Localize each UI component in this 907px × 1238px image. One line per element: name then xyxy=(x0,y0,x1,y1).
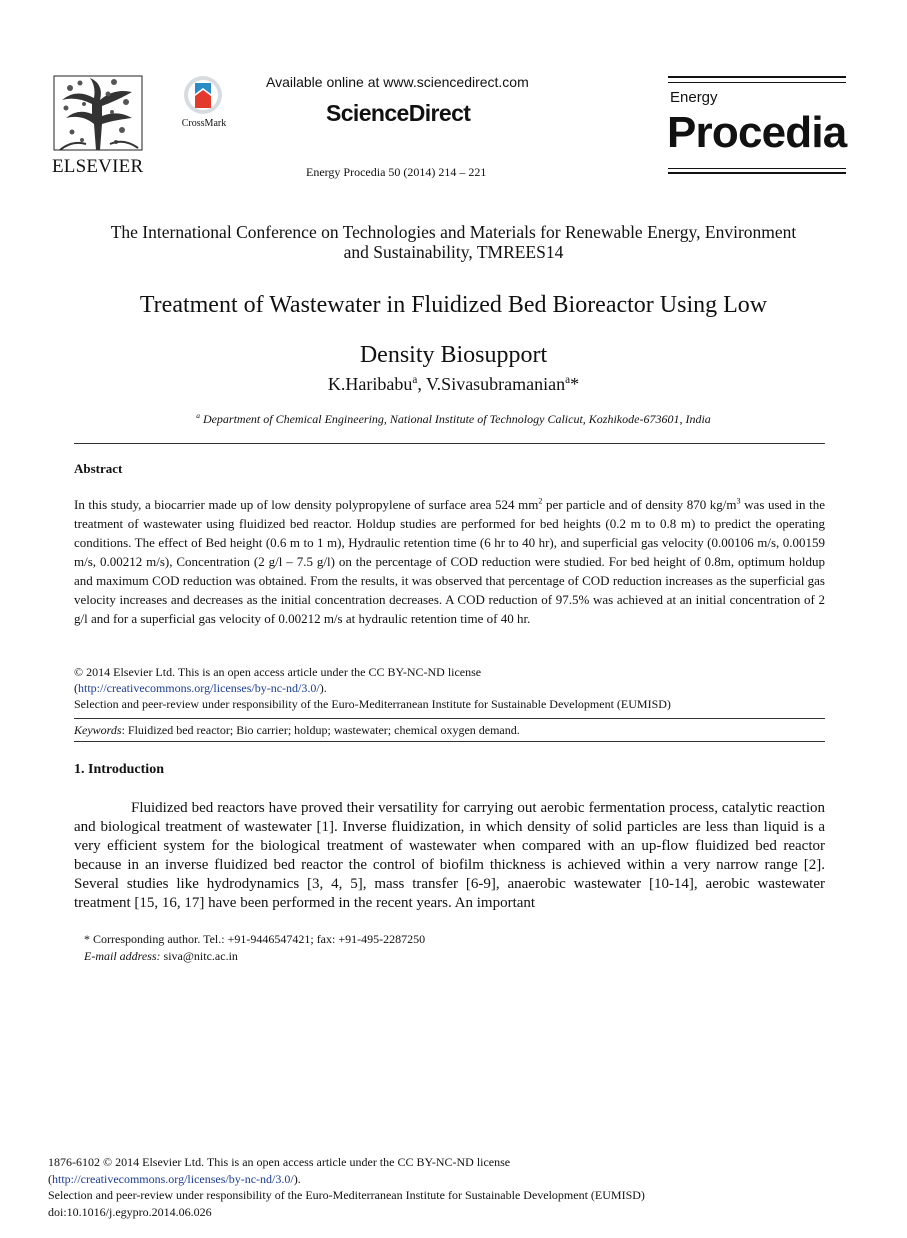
peer-review-line: Selection and peer-review under responsibility of the Euro-Mediterranean Institute for Sustainable Development (EUMISD) xyxy=(74,697,671,711)
corresponding-author-mark: * xyxy=(570,374,580,394)
conference-name xyxy=(60,222,847,262)
page-footer xyxy=(48,1154,848,1220)
author-name: K.Haribabu xyxy=(327,374,413,394)
keywords-text: : Fluidized bed reactor; Bio carrier; holdup; wastewater; chemical oxygen demand. xyxy=(121,723,520,737)
energy-procedia-logo xyxy=(668,76,846,176)
license-link-line xyxy=(74,680,834,696)
abstract-part: was used in the treatment of wastewater using fluidized bed reactor. Holdup studies are performed for bed heights (0.2 m to 0.8 m) to predict the operating conditions. The effect of Bed height (0.6 m to 1 m), Hydraulic retention time (6 hr to 40 hr), and superficial gas velocity (0.00106 m/s, 0.00159 m/s, 0.00212 m/s), Concentration (2 g/l – 7.5 g/l) on the percentage of COD reduction were studied. For bed height of 0.8m, optimum holdup and maximum COD reduction was obtained. From the results, it was observed that percentage of COD reduction increases as the superficial gas velocity increases and decreases as the initial concentration decreases. A COD reduction of 97.5% was achieved at an initial concentration of 2 g/l and for a superficial gas velocity of 0.00212 m/s at hydraulic retention time of 40 hr. xyxy=(74,497,826,626)
abstract-part: In this study, a biocarrier made up of low density polypropylene of surface area 524 mm xyxy=(74,497,539,512)
title-line-2: Density Biosupport xyxy=(359,342,548,368)
doi[interactable]: doi:10.1016/j.egypro.2014.06.026 xyxy=(48,1204,212,1219)
conference-line-1: The International Conference on Technologies and Materials for Renewable Energy, Environment xyxy=(110,222,797,242)
affiliation xyxy=(60,412,847,427)
affiliation-text: Department of Chemical Engineering, National Institute of Technology Calicut, Kozhikode-673601, India xyxy=(199,412,711,426)
footer-link-line xyxy=(48,1171,848,1188)
license-line: © 2014 Elsevier Ltd. This is an open access article under the CC BY-NC-ND license xyxy=(74,665,482,679)
introduction-text xyxy=(74,799,825,913)
journal-reference: Energy Procedia 50 (2014) 214 – 221 xyxy=(306,165,487,179)
email-address[interactable]: siva@nitc.ac.in xyxy=(160,949,238,963)
author-affiliation-mark: a xyxy=(565,374,571,386)
license-link[interactable]: http://creativecommons.org/licenses/by-nc-nd/3.0/ xyxy=(78,681,320,695)
author-affiliation-mark: a xyxy=(412,374,418,386)
section-divider xyxy=(74,741,825,742)
journal-logo-main: Procedia xyxy=(667,108,847,157)
logo-rule-bottom xyxy=(668,172,846,174)
paper-title xyxy=(60,280,847,380)
superscript: 2 xyxy=(538,496,543,506)
abstract-part: per particle and of density 870 kg/m xyxy=(542,497,737,512)
conference-line-2: and Sustainability, TMREES14 xyxy=(343,242,564,262)
journal-logo-top: Energy xyxy=(670,89,718,106)
introduction-body: Fluidized bed reactors have proved their versatility for carrying out aerobic fermentation process, catalytic reaction and biological treatment of wastewater [1]. Inverse fluidization, in which density of solid particles are less than liquid is a very efficient system for the biological treatment of wastewater when compared with an up-flow fluidized bed reactor because in an inverse fluidized bed reactor the control of biofilm thickness is achieved within a very narrow range [2]. Several studies like hydrodynamics [3, 4, 5], mass transfer [6-9], anaerobic wastewater [10-14], aerobic wastewater treatment [15, 16, 17] have been performed in the recent years. An important xyxy=(74,800,825,911)
paren: ( xyxy=(74,681,78,695)
paren: ). xyxy=(319,681,327,695)
email-line xyxy=(84,948,784,965)
crossmark-icon xyxy=(174,74,232,118)
introduction-heading: 1. Introduction xyxy=(74,762,164,777)
corresponding-author-line: * Corresponding author. Tel.: +91-9446547421; fax: +91-495-2287250 xyxy=(84,932,426,946)
logo-rule-bottom-thin xyxy=(668,168,846,169)
footer-review-line: Selection and peer-review under responsibility of the Euro-Mediterranean Institute for Sustainable Development (EUMISD) xyxy=(48,1188,645,1202)
crossmark-label: CrossMark xyxy=(181,118,227,129)
keywords xyxy=(74,723,825,738)
abstract-text xyxy=(74,495,825,628)
author-list xyxy=(60,374,847,395)
keywords-label: Keywords xyxy=(74,723,122,737)
author-separator: , xyxy=(417,374,426,394)
email-label: E-mail address: xyxy=(84,949,161,963)
issn-line: 1876-6102 © 2014 Elsevier Ltd. This is an open access article under the CC BY-NC-ND license xyxy=(48,1155,511,1169)
section-divider xyxy=(74,443,825,444)
sciencedirect-logo[interactable]: ScienceDirect xyxy=(326,100,471,126)
corresponding-author-footnote xyxy=(84,931,784,965)
section-divider xyxy=(74,718,825,719)
paren: ). xyxy=(293,1171,301,1186)
license-block xyxy=(74,664,834,712)
paren: ( xyxy=(48,1171,52,1186)
crossmark-badge[interactable] xyxy=(174,74,232,132)
footer-license-link[interactable]: http://creativecommons.org/licenses/by-nc-nd/3.0/ xyxy=(52,1171,294,1186)
affiliation-mark: a xyxy=(196,411,200,420)
title-line-1: Treatment of Wastewater in Fluidized Bed Bioreactor Using Low xyxy=(139,292,768,318)
author-name: V.Sivasubramanian xyxy=(426,374,566,394)
elsevier-wordmark: ELSEVIER xyxy=(52,156,144,177)
available-online-text[interactable]: Available online at www.sciencedirect.com xyxy=(266,74,529,90)
logo-rule-top-thin xyxy=(668,82,846,83)
superscript: 3 xyxy=(736,496,741,506)
elsevier-tree-icon xyxy=(52,74,144,154)
elsevier-logo xyxy=(52,74,144,178)
logo-rule-top xyxy=(668,76,846,78)
abstract-heading: Abstract xyxy=(74,461,123,476)
